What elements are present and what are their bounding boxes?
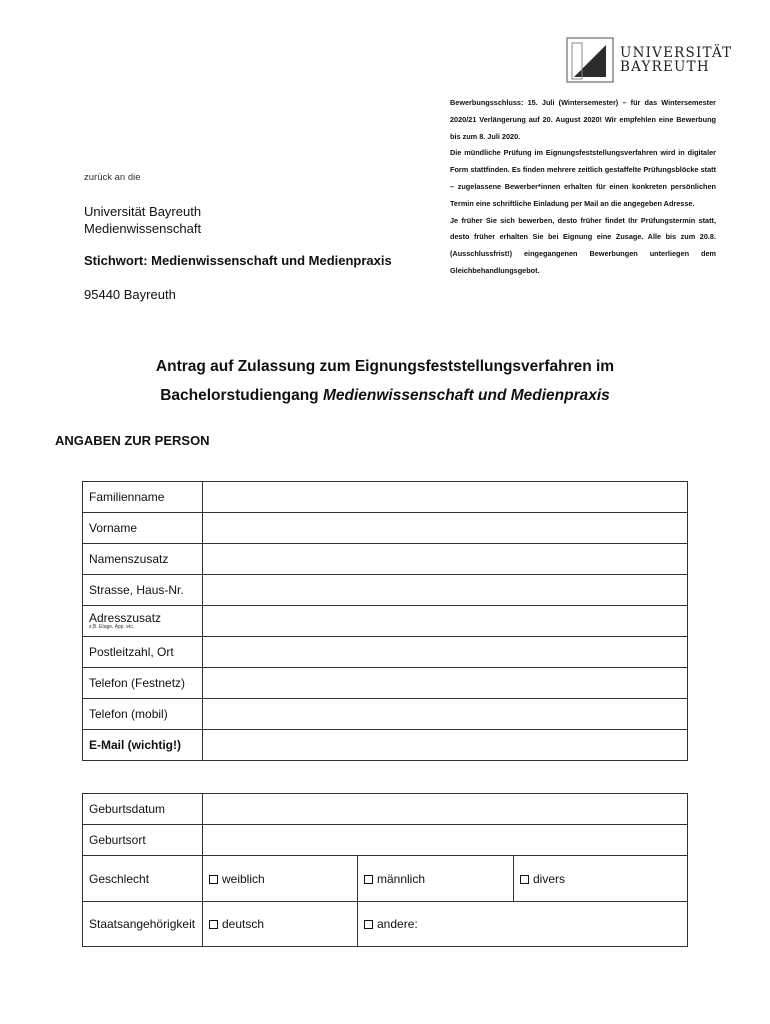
option-label: deutsch <box>222 917 265 931</box>
field-label: Geburtsdatum <box>83 794 203 825</box>
field-label: Postleitzahl, Ort <box>83 637 203 668</box>
phone-landline-field[interactable] <box>203 668 688 699</box>
field-label: E-Mail (wichtig!) <box>83 730 203 761</box>
street-field[interactable] <box>203 575 688 606</box>
table-row <box>83 856 688 902</box>
notice-early-application: Je früher Sie sich bewerben, desto früher findet Ihr Prüfungstermin statt, desto früher erhalten Sie bei Eignung eine Zusage. Alle bis zum 20.8. (Ausschlussfrist!) eingegangenen Bewerbungen unterliegen dem Gleichbehandlungsgebot. <box>450 215 716 275</box>
table-row <box>83 902 688 947</box>
checkbox-icon[interactable] <box>364 875 373 884</box>
section-heading: ANGABEN ZUR PERSON <box>55 433 210 448</box>
university-logo-icon <box>566 37 614 83</box>
nationality-other-option[interactable] <box>358 902 688 947</box>
phone-mobile-field[interactable] <box>203 699 688 730</box>
title-program: Medienwissenschaft und Medienpraxis <box>322 387 610 404</box>
field-label: Telefon (mobil) <box>83 699 203 730</box>
postal-city-field[interactable] <box>203 637 688 668</box>
table-row <box>83 699 688 730</box>
first-name-field[interactable] <box>203 513 688 544</box>
birth-place-field[interactable] <box>203 825 688 856</box>
gender-male-option[interactable] <box>358 856 514 902</box>
checkbox-icon[interactable] <box>209 920 218 929</box>
family-name-field[interactable] <box>203 482 688 513</box>
logo-line-1: UNIVERSITÄT <box>620 45 733 61</box>
table-row <box>83 794 688 825</box>
name-suffix-field[interactable] <box>203 544 688 575</box>
checkbox-icon[interactable] <box>209 875 218 884</box>
recipient-department: Medienwissenschaft <box>84 221 202 236</box>
title-line-2 <box>0 381 770 410</box>
table-row <box>83 668 688 699</box>
field-label <box>83 606 203 637</box>
field-label: Familienname <box>83 482 203 513</box>
option-label: divers <box>533 871 566 886</box>
university-logo-text <box>620 46 732 74</box>
table-row <box>83 544 688 575</box>
option-label: weiblich <box>222 871 265 886</box>
address-extra-label: Adresszusatz <box>89 611 162 625</box>
table-row <box>83 482 688 513</box>
nationality-german-option[interactable] <box>203 902 358 947</box>
recipient-address <box>84 203 201 237</box>
checkbox-icon[interactable] <box>520 875 529 884</box>
person-details-table <box>82 481 688 761</box>
field-label: Geschlecht <box>83 856 203 902</box>
title-prefix: Bachelorstudiengang <box>160 387 323 404</box>
recipient-university: Universität Bayreuth <box>84 204 202 219</box>
email-field[interactable] <box>203 730 688 761</box>
checkbox-icon[interactable] <box>364 920 373 929</box>
option-label: männlich <box>377 871 426 886</box>
field-label: Staatsangehörigkeit <box>83 902 203 947</box>
table-row <box>83 825 688 856</box>
notice-oral-exam: Die mündliche Prüfung im Eignungsfeststellungsverfahren wird in digitaler Form stattfinden. Es finden mehrere zeitlich gestaffelte Prüfungsblöcke statt – zugelassene Bewerber*innen erhalten für einen konkreten persönlichen Termin eine schriftliche Einladung per Mail an die angegeben Adresse. <box>450 148 716 208</box>
address-extra-field[interactable] <box>203 606 688 637</box>
gender-female-option[interactable] <box>203 856 358 902</box>
table-row <box>83 730 688 761</box>
address-extra-hint: z.B. Etage, App. etc. <box>89 624 135 630</box>
keyword-line: Stichwort: Medienwissenschaft und Medienpraxis <box>84 253 392 268</box>
table-row <box>83 606 688 637</box>
logo-line-2: BAYREUTH <box>620 59 710 75</box>
recipient-city: 95440 Bayreuth <box>84 287 176 302</box>
field-label: Geburtsort <box>83 825 203 856</box>
field-label: Telefon (Festnetz) <box>83 668 203 699</box>
table-row <box>83 513 688 544</box>
title-line-1: Antrag auf Zulassung zum Eignungsfeststellungsverfahren im <box>155 358 615 375</box>
field-label: Vorname <box>83 513 203 544</box>
option-label: andere: <box>377 917 418 931</box>
table-row <box>83 575 688 606</box>
application-notice <box>450 95 716 280</box>
notice-deadline: Bewerbungsschluss: 15. Juli (Wintersemester) – für das Wintersemester 2020/21 Verlängerung auf 20. August 2020! Wir empfehlen eine Bewerbung bis zum 8. Juli 2020. <box>450 98 716 141</box>
field-label: Strasse, Haus-Nr. <box>83 575 203 606</box>
table-row <box>83 637 688 668</box>
birth-details-table <box>82 793 688 947</box>
return-to-label: zurück an die <box>84 172 141 183</box>
birth-date-field[interactable] <box>203 794 688 825</box>
field-label: Namenszusatz <box>83 544 203 575</box>
gender-diverse-option[interactable] <box>514 856 688 902</box>
form-title <box>0 352 770 410</box>
